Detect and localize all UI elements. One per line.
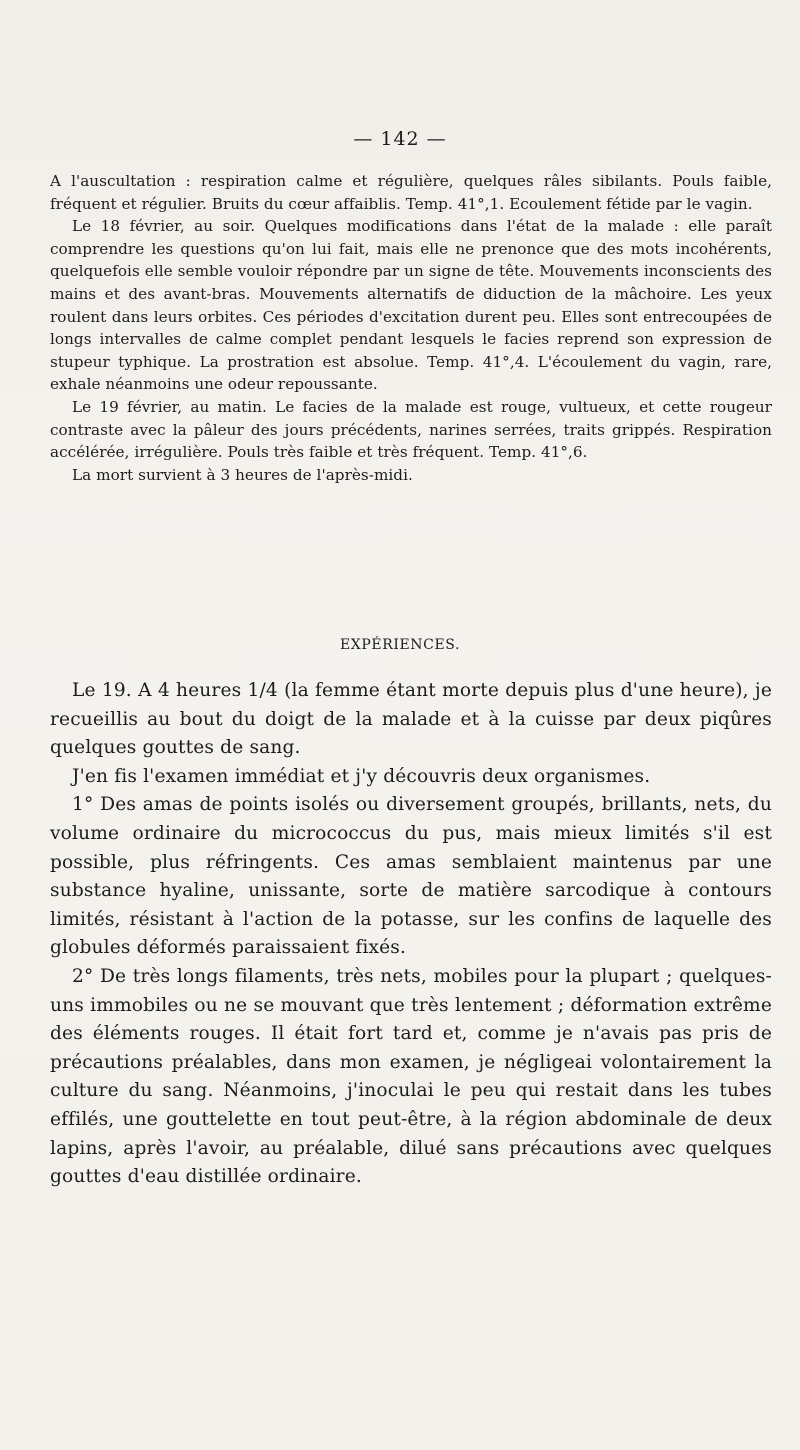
clinical-notes [50,170,772,486]
page-number: — 142 — [353,128,447,150]
paragraph-auscultation: A l'auscultation : respiration calme et régulière, quelques râles sibilants. Pouls faible, fréquent et régulier. Bruits du cœur affaiblis. Temp. 41°,1. Ecoulement fétide par le vagin. [50,172,772,213]
paragraph-february-19: Le 19 février, au matin. Le facies de la malade est rouge, vultueux, et cette rougeur contraste avec la pâleur des jours précédents, narines serrées, traits grippés. Respiration accélérée, irrégulière. Pouls très faible et très fréquent. Temp. 41°,6. [50,397,772,462]
paragraph-experiment-intro: Le 19. A 4 heures 1/4 (la femme étant morte depuis plus d'une heure), je recueillis au bout du doigt de la malade et à la cuisse par deux piqûres quelques gouttes de sang. [50,680,772,759]
paragraph-organism-1: 1° Des amas de points isolés ou diversement groupés, brillants, nets, du volume ordinaire du micrococcus du pus, mais mieux limités s'il est possible, plus réfringents. Ces amas semblaient maintenus par une substance hyaline, unissante, sorte de matière sarcodique à contours limités, résistant à l'action de la potasse, sur les confins de laquelle des globules déformés paraissaient fixés. [50,794,772,959]
paragraph-examination: J'en fis l'examen immédiat et j'y découvris deux organismes. [72,765,651,787]
section-title: EXPÉRIENCES. [339,637,461,653]
experiments-text [50,677,772,1192]
paragraph-organism-2: 2° De très longs filaments, très nets, mobiles pour la plupart ; quelques-uns immobiles ou ne se mouvant que très lentement ; déformation extrême des éléments rouges. Il était fort tard et, comme je n'avais pas pris de précautions préalables, dans mon examen, je négligeai volontairement la culture du sang. Néanmoins, j'inoculai le peu qui restait dans les tubes effilés, une gouttelette en tout peut-être, à la région abdominale de deux lapins, après l'avoir, au préalable, dilué sans précautions avec quelques gouttes d'eau distillée ordinaire. [50,965,772,1188]
paragraph-death: La mort survient à 3 heures de l'après-midi. [72,465,413,484]
paragraph-february-18: Le 18 février, au soir. Quelques modifications dans l'état de la malade : elle paraît comprendre les questions qu'on lui fait, mais elle ne prenonce que des mots incohérents, quelquefois elle semble vouloir répondre par un signe de tête. Mouvements inconscients des mains et des avant-bras. Mouvements alternatifs de diduction de la mâchoire. Les yeux roulent dans leurs orbites. Ces périodes d'excitation durent peu. Elles sont entrecoupées de longs intervalles de calme complet pendant lesquels le facies reprend son expression de stupeur typhique. La prostration est absolue. Temp. 41°,4. L'écoulement du vagin, rare, exhale néanmoins une odeur repoussante. [50,217,772,394]
